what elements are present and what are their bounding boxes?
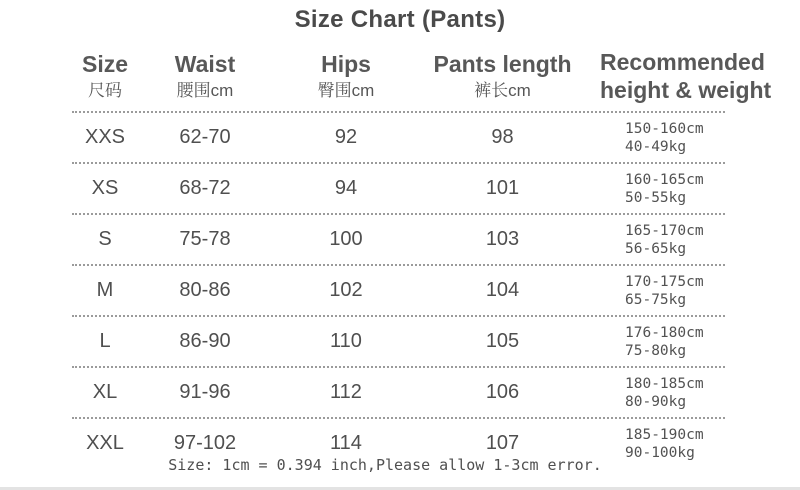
hips-cell: 102 bbox=[329, 279, 363, 301]
hips-cell: 100 bbox=[329, 228, 363, 250]
recommended-weight: 90-100kg bbox=[625, 444, 695, 461]
hips-cell: 112 bbox=[330, 381, 362, 403]
waist-cell: 97-102 bbox=[173, 432, 237, 454]
header-size bbox=[72, 40, 138, 111]
size-cell: M bbox=[96, 279, 114, 301]
header-recommended-line1: Recommended bbox=[600, 48, 765, 75]
recommended-height: 176-180cm bbox=[625, 324, 704, 341]
length-cell: 107 bbox=[485, 432, 520, 454]
header-waist-en: Waist bbox=[174, 50, 236, 77]
hips-cell: 94 bbox=[334, 177, 358, 199]
size-cell: XS bbox=[91, 177, 119, 199]
header-hips-en: Hips bbox=[321, 50, 371, 77]
header-pants-length-zh: 裤长cm bbox=[474, 80, 531, 100]
recommended-cell bbox=[585, 273, 725, 309]
length-cell: 105 bbox=[485, 330, 520, 352]
table-row bbox=[72, 213, 725, 264]
size-chart-table bbox=[72, 40, 772, 468]
waist-cell: 91-96 bbox=[179, 381, 231, 403]
page-title: Size Chart (Pants) bbox=[294, 6, 506, 33]
recommended-height: 165-170cm bbox=[625, 222, 704, 239]
header-hips bbox=[272, 40, 420, 111]
recommended-weight: 80-90kg bbox=[625, 393, 687, 410]
table-row bbox=[72, 366, 725, 417]
header-pants-length bbox=[420, 40, 585, 111]
waist-cell: 75-78 bbox=[179, 228, 231, 250]
size-cell: XXL bbox=[86, 432, 124, 454]
recommended-height: 160-165cm bbox=[625, 171, 704, 188]
recommended-cell bbox=[585, 120, 725, 156]
table-row bbox=[72, 315, 725, 366]
footer-note: Size: 1cm = 0.394 inch,Please allow 1-3cm error. bbox=[168, 456, 602, 474]
size-cell: L bbox=[99, 330, 111, 352]
table-header-row bbox=[72, 40, 772, 111]
length-cell: 98 bbox=[491, 126, 514, 148]
recommended-cell bbox=[585, 324, 725, 360]
header-recommended-line2: height & weight bbox=[600, 76, 772, 103]
recommended-height: 170-175cm bbox=[625, 273, 704, 290]
table-row bbox=[72, 162, 725, 213]
recommended-cell bbox=[585, 375, 725, 411]
recommended-height: 150-160cm bbox=[625, 120, 704, 137]
length-cell: 104 bbox=[485, 279, 520, 301]
size-cell: S bbox=[98, 228, 112, 250]
header-recommended bbox=[585, 40, 772, 111]
table-row bbox=[72, 111, 725, 162]
recommended-weight: 40-49kg bbox=[625, 138, 687, 155]
waist-cell: 86-90 bbox=[179, 330, 231, 352]
recommended-cell bbox=[585, 171, 725, 207]
header-size-en: Size bbox=[81, 50, 129, 77]
length-cell: 103 bbox=[485, 228, 520, 250]
hips-cell: 110 bbox=[330, 330, 362, 352]
header-size-zh: 尺码 bbox=[88, 80, 122, 100]
recommended-weight: 65-75kg bbox=[625, 291, 687, 308]
recommended-height: 180-185cm bbox=[625, 375, 704, 392]
header-hips-zh: 臀围cm bbox=[317, 80, 375, 100]
size-cell: XXS bbox=[84, 126, 126, 148]
waist-cell: 62-70 bbox=[179, 126, 231, 148]
table-row bbox=[72, 264, 725, 315]
waist-cell: 80-86 bbox=[179, 279, 231, 301]
recommended-weight: 56-65kg bbox=[625, 240, 687, 257]
header-pants-length-en: Pants length bbox=[433, 50, 572, 77]
recommended-height: 185-190cm bbox=[625, 426, 704, 443]
header-waist bbox=[138, 40, 272, 111]
waist-cell: 68-72 bbox=[179, 177, 231, 199]
length-cell: 106 bbox=[485, 381, 520, 403]
recommended-weight: 50-55kg bbox=[625, 189, 687, 206]
hips-cell: 114 bbox=[330, 432, 362, 454]
header-waist-zh: 腰围cm bbox=[176, 80, 234, 100]
recommended-cell bbox=[585, 222, 725, 258]
recommended-weight: 75-80kg bbox=[625, 342, 687, 359]
size-cell: XL bbox=[92, 381, 118, 403]
hips-cell: 92 bbox=[334, 126, 358, 148]
length-cell: 101 bbox=[485, 177, 520, 199]
